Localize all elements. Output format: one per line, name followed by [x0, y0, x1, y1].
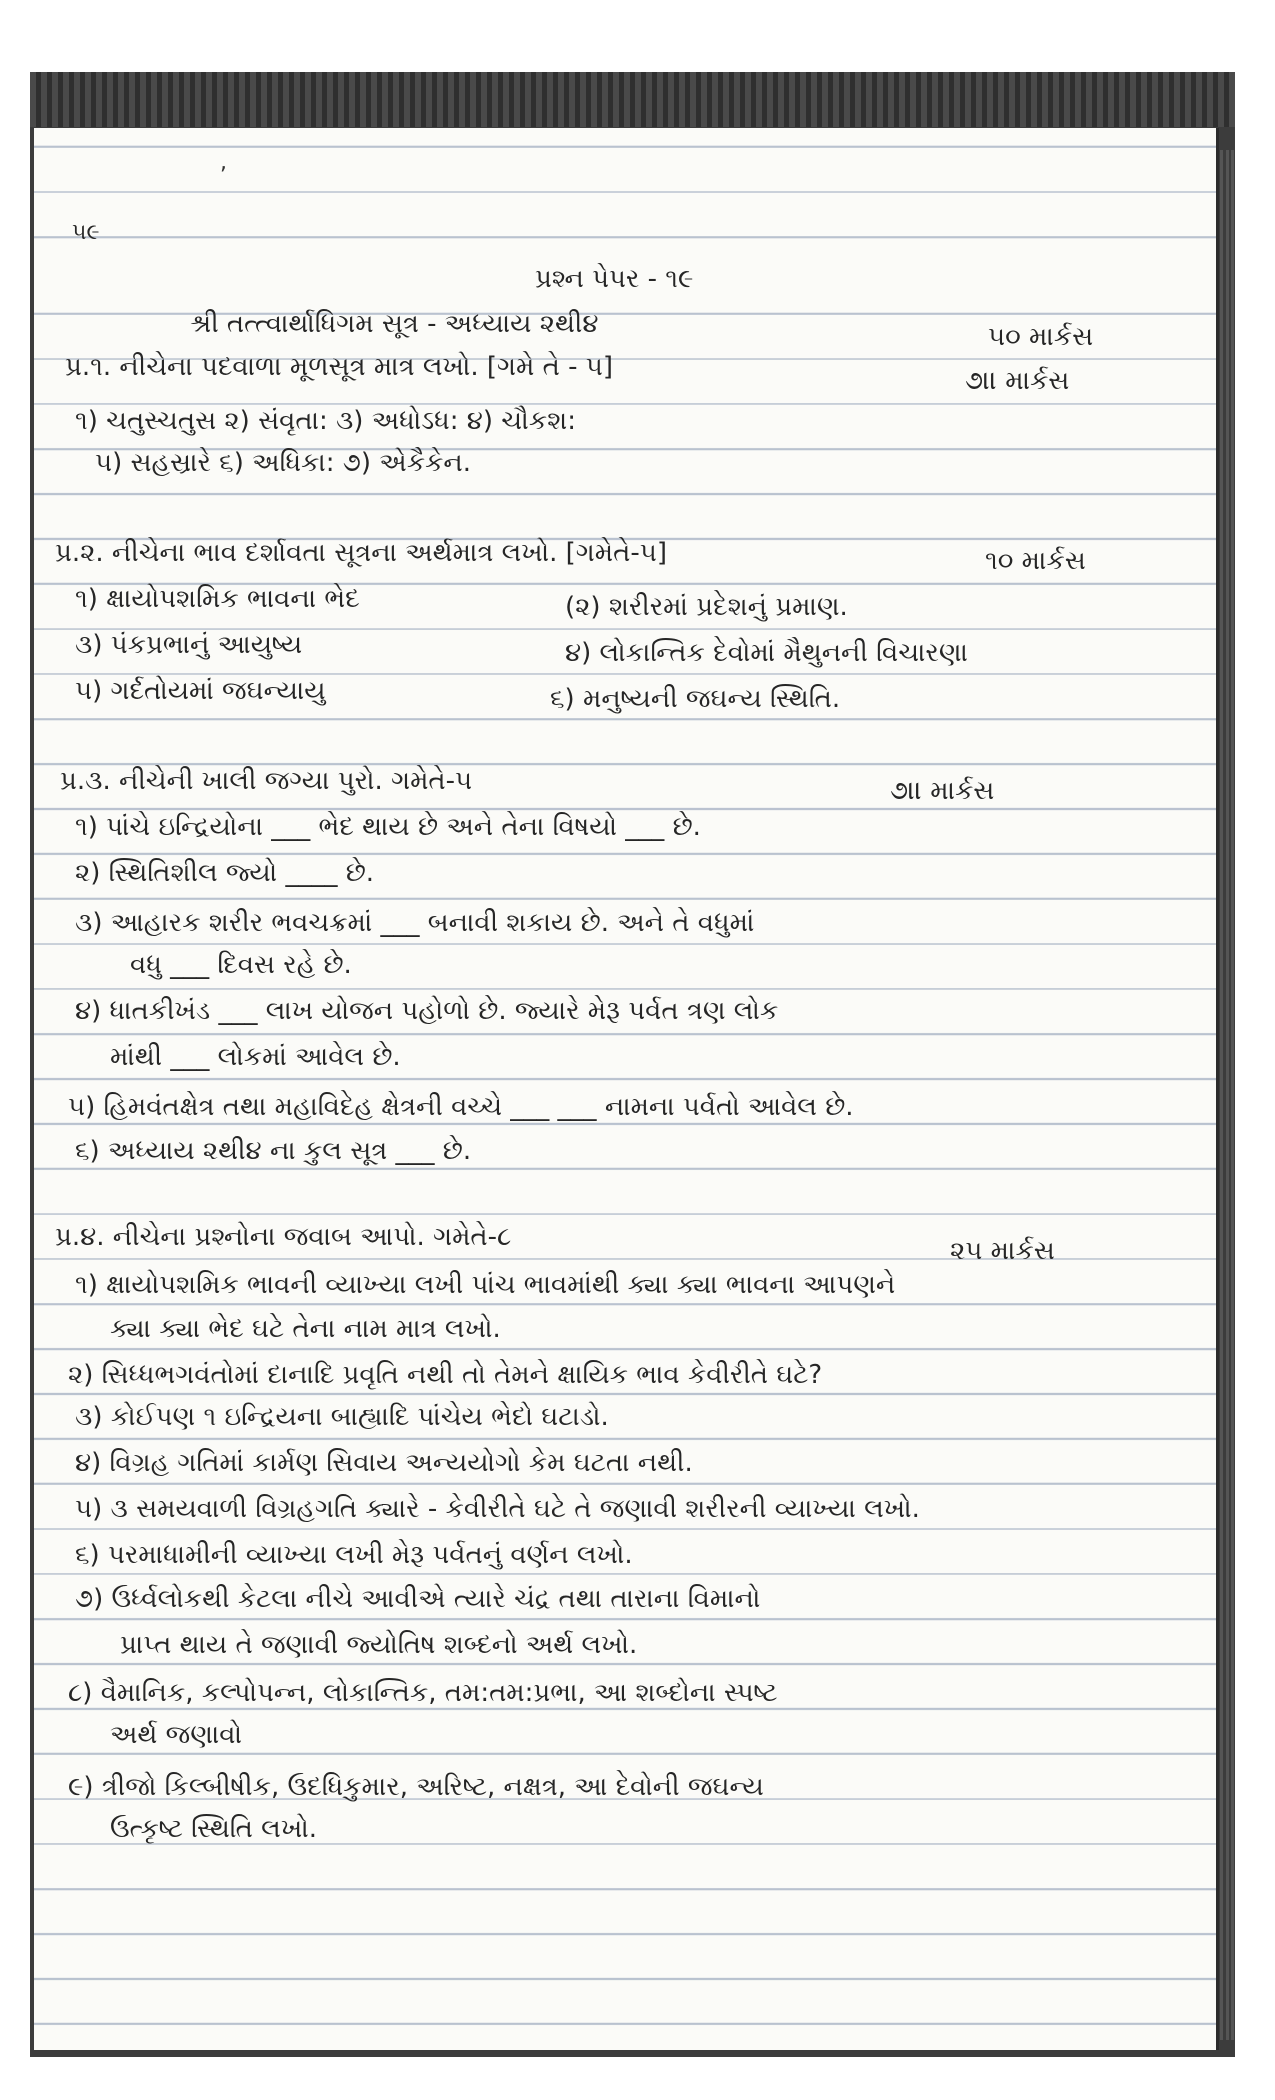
q4-line: ૬) પરમાધામીની વ્યાખ્યા લખી મેરૂ પર્વતનું વર્ણન લખો. — [75, 1540, 633, 1570]
q2-item-left: ૫) ગર્દતોયમાં જઘન્યાયુ — [75, 676, 326, 706]
q2-marks: ૧૦ માર્કસ — [985, 546, 1086, 576]
scan-top-band — [30, 72, 1235, 127]
q1-heading: પ્ર.૧. નીચેના પદવાળા મૂળસૂત્ર માત્ર લખો. [ગમે તે - ૫] — [65, 352, 614, 382]
q4-line: ૮) વૈમાનિક, કલ્પોપન્ન, લોકાન્તિક, તમ:તમ:પ્રભા, આ શબ્દોના સ્પષ્ટ — [68, 1678, 778, 1708]
q4-line: ૯) ત્રીજો કિલ્બીષીક, ઉદધિકુમાર, અરિષ્ટ, નક્ષત્ર, આ દેવોની જઘન્ય — [68, 1772, 764, 1802]
stray-mark: , — [220, 150, 227, 175]
q4-marks: ૨૫ માર્કસ — [950, 1236, 1055, 1266]
q3-line: ૩) આહારક શરીર ભવચક્રમાં ___ બનાવી શકાય છે. અને તે વધુમાં — [75, 908, 755, 938]
paper-subject: શ્રી તત્ત્વાર્થાધિગમ સૂત્ર - અધ્યાય ૨થી૪ — [190, 309, 599, 339]
q4-line: ઉત્કૃષ્ટ સ્થિતિ લખો. — [110, 1814, 317, 1844]
q4-line: ૭) ઉર્ધ્વલોકથી કેટલા નીચે આવીએ ત્યારે ચંદ્ર તથા તારાના વિમાનો — [75, 1584, 761, 1614]
q4-line: ૨) સિધ્ધભગવંતોમાં દાનાદિ પ્રવૃતિ નથી તો તેમને ક્ષાયિક ભાવ કેવીરીતે ઘટે? — [68, 1360, 823, 1390]
q4-line: ૫) ૩ સમયવાળી વિગ્રહગતિ ક્યારે - કેવીરીતે ઘટે તે જણાવી શરીરની વ્યાખ્યા લખો. — [75, 1494, 920, 1524]
q2-heading: પ્ર.૨. નીચેના ભાવ દર્શાવતા સૂત્રના અર્થમાત્ર લખો. [ગમેતે-૫] — [55, 538, 667, 568]
page-edge — [1226, 150, 1229, 2040]
q1-marks: ૭।। માર્કસ — [965, 366, 1070, 396]
q2-item-right: ૪) લોકાન્તિક દેવોમાં મૈથુનની વિચારણા — [565, 638, 968, 668]
q2-item-right: ૬) મનુષ્યની જઘન્ય સ્થિતિ. — [550, 684, 841, 714]
page-edge — [1231, 150, 1234, 2040]
q3-line: ૬) અધ્યાય ૨થી૪ ના કુલ સૂત્ર ___ છે. — [75, 1136, 472, 1166]
q4-heading: પ્ર.૪. નીચેના પ્રશ્નોના જવાબ આપો. ગમેતે-૮ — [55, 1222, 512, 1252]
q3-line: ૪) ધાતકીખંડ ___ લાખ યોજન પહોળો છે. જ્યારે મેરૂ પર્વત ત્રણ લોક — [75, 996, 779, 1026]
q4-line: ક્યા ક્યા ભેદ ઘટે તેના નામ માત્ર લખો. — [110, 1314, 501, 1344]
q2-item-left: ૧) ક્ષાયોપશમિક ભાવના ભેદ — [75, 584, 360, 614]
q4-line: ૧) ક્ષાયોપશમિક ભાવની વ્યાખ્યા લખી પાંચ ભાવમાંથી ક્યા ક્યા ભાવના આપણને — [75, 1270, 896, 1300]
page-number: ૫૯ — [72, 220, 100, 245]
q3-line: માંથી ___ લોકમાં આવેલ છે. — [110, 1042, 401, 1072]
q3-line: ૫) હિમવંતક્ષેત્ર તથા મહાવિદેહ ક્ષેત્રની વચ્ચે ___ ___ નામના પર્વતો આવેલ છે. — [68, 1092, 854, 1122]
q2-item-right: (૨) શરીરમાં પ્રદેશનું પ્રમાણ. — [565, 592, 848, 622]
q4-line: ૩) કોઈપણ ૧ ઇન્દ્રિયના બાહ્યાદિ પાંચેય ભેદો ઘટાડો. — [75, 1402, 609, 1432]
q3-marks: ૭।। માર્કસ — [890, 776, 995, 806]
q2-item-left: ૩) પંકપ્રભાનું આયુષ્ય — [75, 630, 303, 660]
total-marks: ૫૦ માર્કસ — [988, 322, 1094, 352]
q4-line: ૪) વિગ્રહ ગતિમાં કાર્મણ સિવાય અન્યયોગો કેમ ઘટતા નથી. — [75, 1448, 693, 1478]
paper-title: પ્રશ્ન પેપર - ૧૯ — [535, 264, 694, 294]
q1-line: ૧) ચતુસ્ચતુસ ૨) સંવૃતા: ૩) અધોઽધ: ૪) ચૌકશ: — [75, 406, 576, 436]
q3-line: વધુ ___ દિવસ રહે છે. — [130, 950, 352, 980]
q3-line: ૨) સ્થિતિશીલ જ્યો ____ છે. — [75, 858, 375, 888]
q4-line: પ્રાપ્ત થાય તે જણાવી જ્યોતિષ શબ્દનો અર્થ લખો. — [120, 1630, 638, 1660]
page-edge — [1220, 150, 1223, 2040]
q1-line: ૫) સહસ્રારે ૬) અધિકા: ૭) એકૈકેન. — [95, 448, 472, 478]
q4-line: અર્થ જણાવો — [110, 1720, 242, 1750]
q3-heading: પ્ર.૩. નીચેની ખાલી જગ્યા પુરો. ગમેતે-૫ — [60, 766, 473, 796]
q3-line: ૧) પાંચે ઇન્દ્રિયોના ___ ભેદ થાય છે અને તેના વિષયો ___ છે. — [75, 812, 701, 842]
